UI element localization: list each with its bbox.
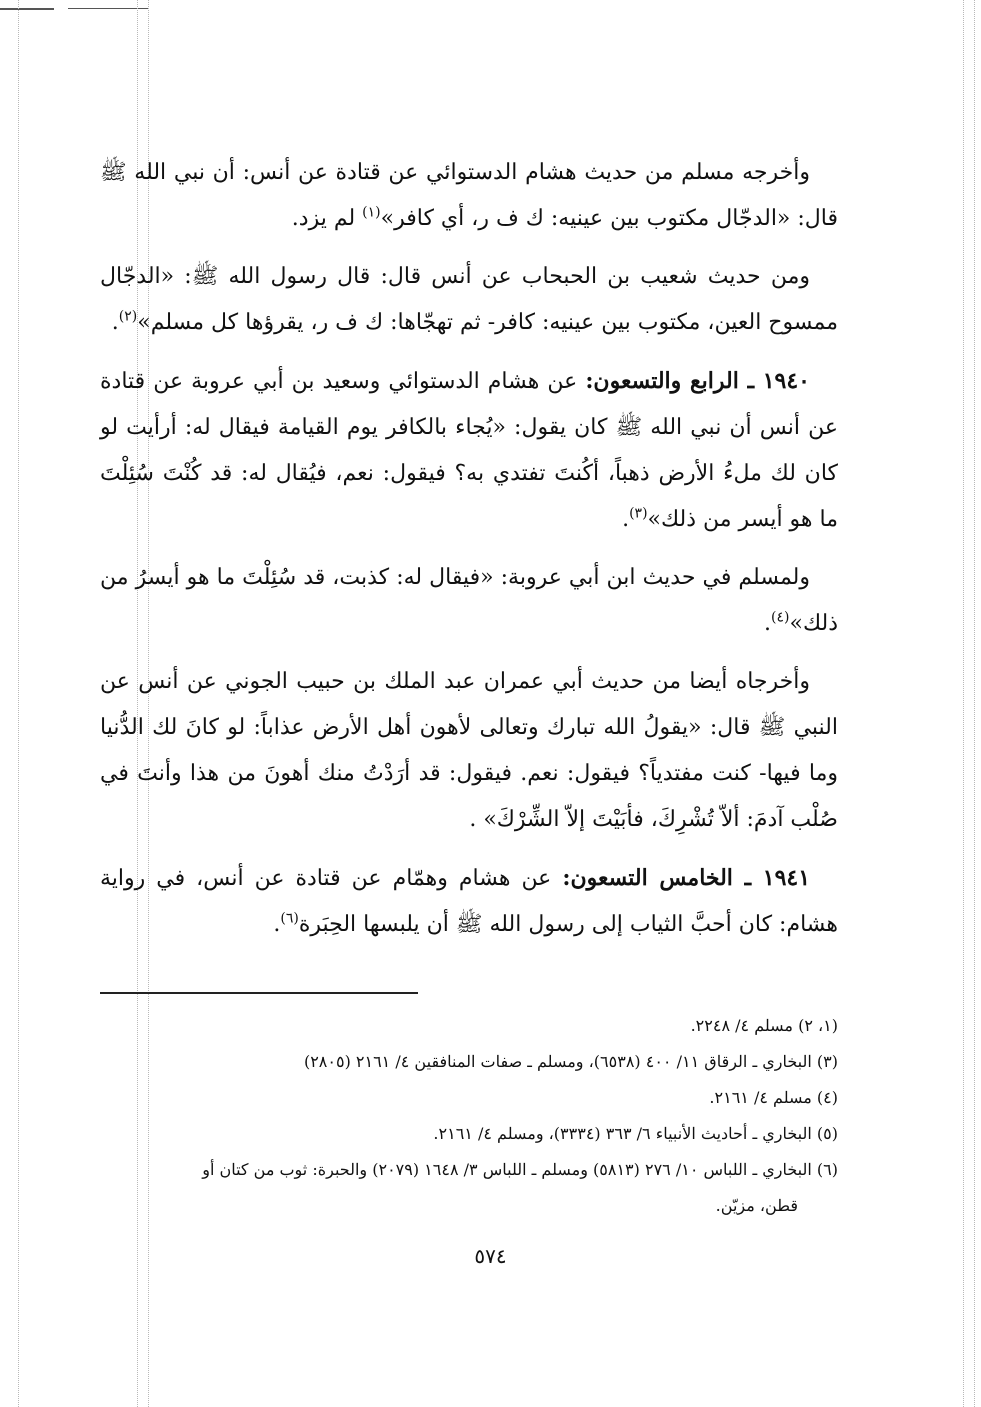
- footnote: (١، ٢) مسلم ٤/ ٢٢٤٨.: [690, 1016, 838, 1035]
- hadith-number: ١٩٤٠: [762, 368, 810, 394]
- hadith-entry: ١٩٤١ ـ الخامس التسعون: عن هشام وهمّام عن قتادة عن أنس، في رواية هشام: كان أحبَّ الثياب إلى رسول الله ﷺ أن يلبسها الحِبَرة$^{(٦)}$.: [100, 865, 838, 937]
- footnote-ref: (٢): [118, 308, 138, 325]
- scan-mark: [68, 8, 148, 9]
- hadith-heading: ـ الخامس التسعون:: [562, 865, 763, 891]
- scan-edge: [963, 0, 964, 1407]
- paragraph: وأخرجاه أيضا من حديث أبي عمران عبد الملك بن حبيب الجوني عن أنس عن النبي ﷺ قال: «يقولُ الله تبارك وتعالى لأهون أهل الأرض عذاباً: لو كانَ لك الدُّنيا وما فيها- كنت مفتدياً؟ فيقول: نعم. فيقول: قد أرَدْتُ منك أهونَ من هذا وأنتَ في صُلْب آدمَ: ألاّ تُشْرِكَ، فأبَيْتَ إلاّ الشِّرْكَ» .: [100, 669, 838, 832]
- paragraph: ولمسلم في حديث ابن أبي عروبة: «فيقال له: كذبت، قد سُئِلْتَ ما هو أيسرُ من ذلك»$^{(٤)}$.: [100, 565, 838, 636]
- footnote: (٣) البخاري ـ الرقاق ١١/ ٤٠٠ (٦٥٣٨)، ومسلم ـ صفات المنافقين ٤/ ٢١٦١ (٢٨٠٥): [303, 1052, 838, 1071]
- footnote-ref: (٦): [280, 910, 299, 927]
- footnote-divider: [100, 992, 418, 994]
- paragraph: ومن حديث شعيب بن الحبحاب عن أنس قال: قال رسول الله ﷺ: «الدجّال ممسوح العين، مكتوب بين عينيه: كافر- ثم تهجّاها: ك ف ر، يقرؤها كل مسلم»$^{(٢)}$.: [100, 264, 838, 335]
- hadith-entry: ١٩٤٠ ـ الرابع والتسعون: عن هشام الدستوائي وسعيد بن أبي عروبة عن قتادة عن أنس أن نبي الله ﷺ كان يقول: «يُجاء بالكافر يوم القيامة فيقال له: أرأيت لو كان لك ملءُ الأرض ذهباً، أكُنتَ تفتدي به؟ فيقول: نعم، فيُقال له: قد كُنْتَ سُئِلْتَ ما هو أيسر من ذلك»$^{(٣)}$.: [100, 368, 838, 532]
- page-body: [100, 150, 838, 960]
- paragraph: وأخرجه مسلم من حديث هشام الدستوائي عن قتادة عن أنس: أن نبي الله ﷺ قال: «الدجّال مكتوب بين عينيه: ك ف ر، أي كافر»$^{(١)}$ لم يزد.: [100, 160, 838, 231]
- page-number: ٥٧٤: [474, 1244, 507, 1268]
- hadith-heading: ـ الرابع والتسعون:: [585, 368, 763, 394]
- footnote: قطن، مزيّن.: [715, 1196, 798, 1215]
- footnote-ref: (١): [362, 204, 381, 221]
- scan-edge: [974, 0, 975, 1407]
- scan-edge: [18, 0, 19, 1407]
- footnote: (٦) البخاري ـ اللباس ١٠/ ٢٧٦ (٥٨١٣) ومسلم ـ اللباس ٣/ ١٦٤٨ (٢٠٧٩) والحبرة: ثوب من كتان أو: [202, 1160, 838, 1179]
- footnotes: [100, 1008, 838, 1224]
- footnote-ref: (٤): [771, 609, 790, 626]
- footnote-ref: (٣): [629, 505, 648, 522]
- hadith-number: ١٩٤١: [762, 865, 811, 891]
- footnote: (٥) البخاري ـ أحاديث الأنبياء ٦/ ٣٦٣ (٣٣٣٤)، ومسلم ٤/ ٢١٦١.: [433, 1124, 838, 1143]
- scan-mark: [0, 8, 54, 10]
- footnote: (٤) مسلم ٤/ ٢١٦١.: [709, 1088, 838, 1107]
